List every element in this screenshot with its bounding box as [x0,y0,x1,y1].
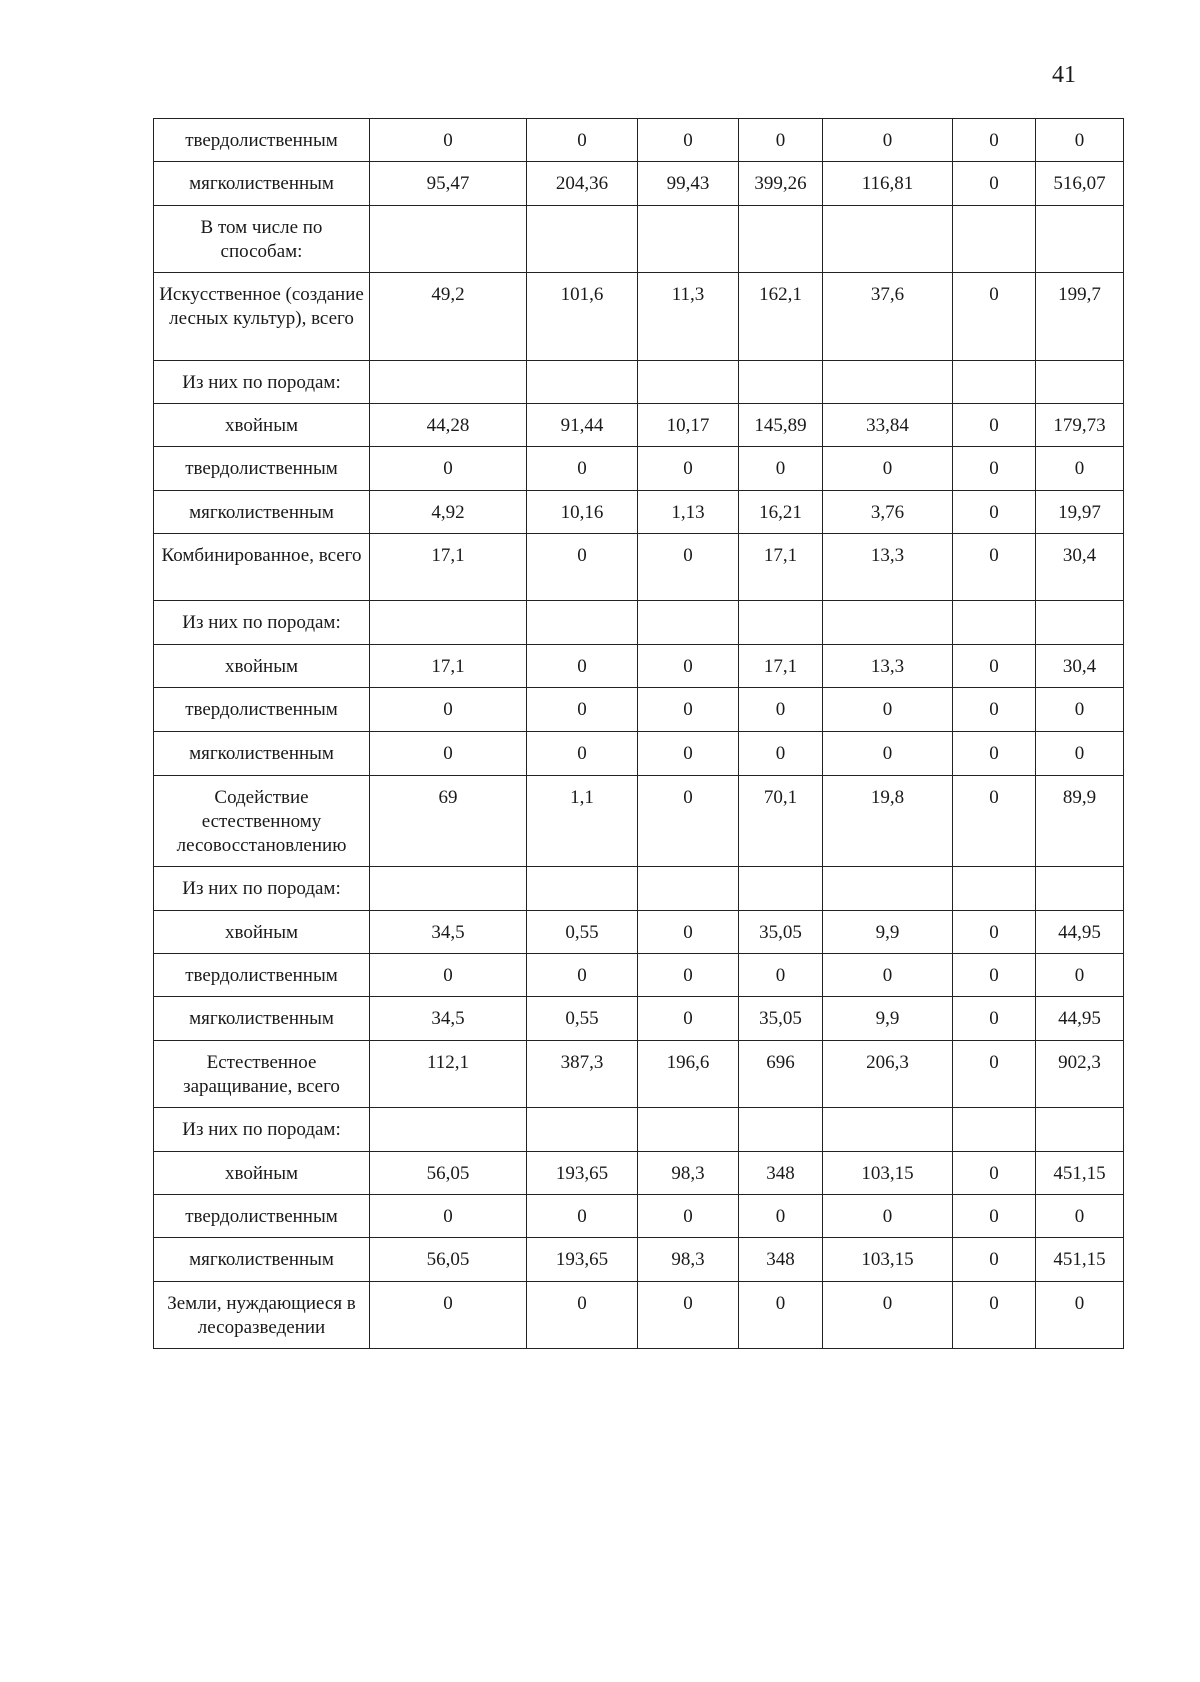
row-value: 0 [953,645,1036,688]
row-value: 199,7 [1036,273,1124,361]
row-value: 0 [370,732,527,776]
row-label: хвойным [154,911,370,954]
table-row [154,1152,1124,1195]
row-value: 0 [527,534,638,601]
row-value: 112,1 [370,1041,527,1108]
row-value [370,361,527,404]
table-row [154,1195,1124,1238]
table-row [154,911,1124,954]
row-value: 0 [953,911,1036,954]
row-value [527,867,638,911]
row-label: Из них по породам: [154,601,370,645]
row-value [527,206,638,273]
row-value: 0 [953,954,1036,997]
row-value: 193,65 [527,1152,638,1195]
row-value: 0 [823,688,953,732]
row-value [638,361,739,404]
row-value: 0 [739,1195,823,1238]
row-label: мягколиственным [154,1238,370,1282]
row-label: твердолиственным [154,688,370,732]
row-value: 348 [739,1152,823,1195]
row-value: 162,1 [739,273,823,361]
row-value: 9,9 [823,997,953,1041]
table-row [154,119,1124,162]
row-value: 116,81 [823,162,953,206]
row-value: 0 [953,776,1036,867]
row-value: 0 [527,447,638,491]
row-value: 0 [953,404,1036,447]
row-value: 35,05 [739,997,823,1041]
row-value: 179,73 [1036,404,1124,447]
row-value: 0 [638,1195,739,1238]
row-value: 0 [823,447,953,491]
row-value: 56,05 [370,1152,527,1195]
table-row [154,867,1124,911]
row-value [953,1108,1036,1152]
row-value [370,601,527,645]
data-table [153,118,1124,1349]
row-value: 0 [1036,688,1124,732]
row-value [739,361,823,404]
row-value: 204,36 [527,162,638,206]
row-value [823,361,953,404]
row-value: 17,1 [370,645,527,688]
row-value [1036,867,1124,911]
row-value: 0 [823,1282,953,1349]
row-label: Комбинированное, всего [154,534,370,601]
row-value: 44,95 [1036,911,1124,954]
row-value [370,867,527,911]
row-value: 0 [527,1195,638,1238]
row-value: 99,43 [638,162,739,206]
row-value: 0 [823,732,953,776]
row-value: 0 [638,534,739,601]
row-value [1036,206,1124,273]
row-value: 0 [527,645,638,688]
row-label: Земли, нуждающиеся в лесоразведении [154,1282,370,1349]
row-value: 0 [527,688,638,732]
row-value: 19,97 [1036,491,1124,534]
table-row [154,534,1124,601]
row-value: 0 [739,688,823,732]
row-value: 0 [953,1282,1036,1349]
row-value: 0 [953,491,1036,534]
table-row [154,601,1124,645]
row-value: 0 [739,119,823,162]
row-value: 0 [1036,954,1124,997]
row-value [638,601,739,645]
row-value [823,206,953,273]
table-body [154,119,1124,1349]
row-value: 0 [638,954,739,997]
row-value: 0 [739,954,823,997]
row-value: 103,15 [823,1238,953,1282]
row-value [739,601,823,645]
row-value: 0 [739,732,823,776]
row-value: 13,3 [823,645,953,688]
row-value: 101,6 [527,273,638,361]
row-value: 0 [953,1195,1036,1238]
row-label: мягколиственным [154,732,370,776]
row-value: 17,1 [739,534,823,601]
row-value: 0 [739,447,823,491]
row-label: Естественное заращивание, всего [154,1041,370,1108]
row-value: 19,8 [823,776,953,867]
row-value: 0 [638,776,739,867]
row-value: 91,44 [527,404,638,447]
row-value: 0 [1036,447,1124,491]
row-label: хвойным [154,1152,370,1195]
row-value: 348 [739,1238,823,1282]
row-value: 0 [953,997,1036,1041]
row-value: 399,26 [739,162,823,206]
row-value: 0 [953,447,1036,491]
table-row [154,447,1124,491]
row-value: 34,5 [370,997,527,1041]
row-value: 0 [638,911,739,954]
row-label: В том числе по способам: [154,206,370,273]
row-value [638,867,739,911]
row-value: 206,3 [823,1041,953,1108]
row-label: Из них по породам: [154,361,370,404]
table-row [154,206,1124,273]
table-row [154,1238,1124,1282]
row-value: 0 [638,1282,739,1349]
row-value: 10,17 [638,404,739,447]
row-value: 0 [823,1195,953,1238]
row-value: 69 [370,776,527,867]
row-value [953,361,1036,404]
row-label: мягколиственным [154,491,370,534]
row-value: 0 [370,119,527,162]
row-value: 10,16 [527,491,638,534]
row-value: 49,2 [370,273,527,361]
row-value: 0,55 [527,911,638,954]
row-value: 902,3 [1036,1041,1124,1108]
row-value: 0 [370,1282,527,1349]
row-value [953,206,1036,273]
table-row [154,645,1124,688]
row-value: 1,1 [527,776,638,867]
row-value: 145,89 [739,404,823,447]
row-label: мягколиственным [154,162,370,206]
row-value: 17,1 [370,534,527,601]
row-label: Из них по породам: [154,867,370,911]
row-value [739,1108,823,1152]
row-value: 0 [953,162,1036,206]
row-value: 0 [953,1238,1036,1282]
row-label: хвойным [154,645,370,688]
row-label: твердолиственным [154,954,370,997]
row-value: 95,47 [370,162,527,206]
row-value: 0 [527,1282,638,1349]
row-value: 3,76 [823,491,953,534]
row-value: 89,9 [1036,776,1124,867]
row-value: 13,3 [823,534,953,601]
table-row [154,273,1124,361]
row-value: 516,07 [1036,162,1124,206]
row-value: 0 [370,1195,527,1238]
row-value: 37,6 [823,273,953,361]
table-row [154,688,1124,732]
table-row [154,954,1124,997]
row-value [953,601,1036,645]
row-label: мягколиственным [154,997,370,1041]
row-value: 98,3 [638,1238,739,1282]
row-label: Из них по породам: [154,1108,370,1152]
row-value: 0 [638,688,739,732]
row-value [1036,601,1124,645]
table-row [154,732,1124,776]
row-value [953,867,1036,911]
row-value [823,867,953,911]
row-value: 17,1 [739,645,823,688]
row-label: твердолиственным [154,447,370,491]
row-value: 0 [953,119,1036,162]
table-row [154,404,1124,447]
row-value: 0 [953,1152,1036,1195]
row-value [739,867,823,911]
row-value: 0 [638,732,739,776]
row-value [527,601,638,645]
row-value: 1,13 [638,491,739,534]
row-value [370,206,527,273]
row-value: 35,05 [739,911,823,954]
row-value: 44,28 [370,404,527,447]
row-value: 0,55 [527,997,638,1041]
row-value [823,1108,953,1152]
row-value: 0 [527,732,638,776]
row-value: 9,9 [823,911,953,954]
row-value: 0 [527,954,638,997]
row-label: твердолиственным [154,119,370,162]
table-row [154,162,1124,206]
row-value [739,206,823,273]
row-value: 33,84 [823,404,953,447]
row-value [1036,1108,1124,1152]
row-value: 196,6 [638,1041,739,1108]
row-value: 30,4 [1036,534,1124,601]
row-value [370,1108,527,1152]
row-value: 30,4 [1036,645,1124,688]
row-value: 0 [1036,732,1124,776]
row-value: 34,5 [370,911,527,954]
row-value [527,1108,638,1152]
row-value: 0 [823,954,953,997]
row-value: 696 [739,1041,823,1108]
table-row [154,776,1124,867]
page-number: 41 [1052,62,1076,88]
table-row [154,1041,1124,1108]
row-value: 0 [953,273,1036,361]
row-value: 4,92 [370,491,527,534]
row-label: Искусственное (создание лесных культур), всего [154,273,370,361]
row-value: 387,3 [527,1041,638,1108]
row-value: 56,05 [370,1238,527,1282]
row-value: 98,3 [638,1152,739,1195]
row-value: 0 [370,954,527,997]
row-value: 70,1 [739,776,823,867]
row-value [823,601,953,645]
row-value: 0 [638,645,739,688]
row-value: 0 [953,732,1036,776]
row-value: 11,3 [638,273,739,361]
row-value: 0 [527,119,638,162]
row-label: Содействие естественному лесовосстановлению [154,776,370,867]
row-value: 0 [1036,1282,1124,1349]
row-value: 0 [638,997,739,1041]
row-value: 16,21 [739,491,823,534]
row-value: 193,65 [527,1238,638,1282]
row-value: 0 [1036,119,1124,162]
row-label: хвойным [154,404,370,447]
row-value: 44,95 [1036,997,1124,1041]
row-value: 0 [953,534,1036,601]
row-label: твердолиственным [154,1195,370,1238]
table-row [154,491,1124,534]
row-value [638,1108,739,1152]
row-value: 451,15 [1036,1152,1124,1195]
table-row [154,361,1124,404]
row-value [638,206,739,273]
row-value: 0 [823,119,953,162]
table-row [154,1282,1124,1349]
row-value: 0 [1036,1195,1124,1238]
row-value [527,361,638,404]
row-value: 0 [370,447,527,491]
row-value: 0 [953,688,1036,732]
row-value: 0 [638,447,739,491]
row-value: 0 [638,119,739,162]
row-value: 0 [953,1041,1036,1108]
row-value [1036,361,1124,404]
row-value: 103,15 [823,1152,953,1195]
row-value: 0 [370,688,527,732]
table-row [154,997,1124,1041]
row-value: 0 [739,1282,823,1349]
row-value: 451,15 [1036,1238,1124,1282]
table-row [154,1108,1124,1152]
